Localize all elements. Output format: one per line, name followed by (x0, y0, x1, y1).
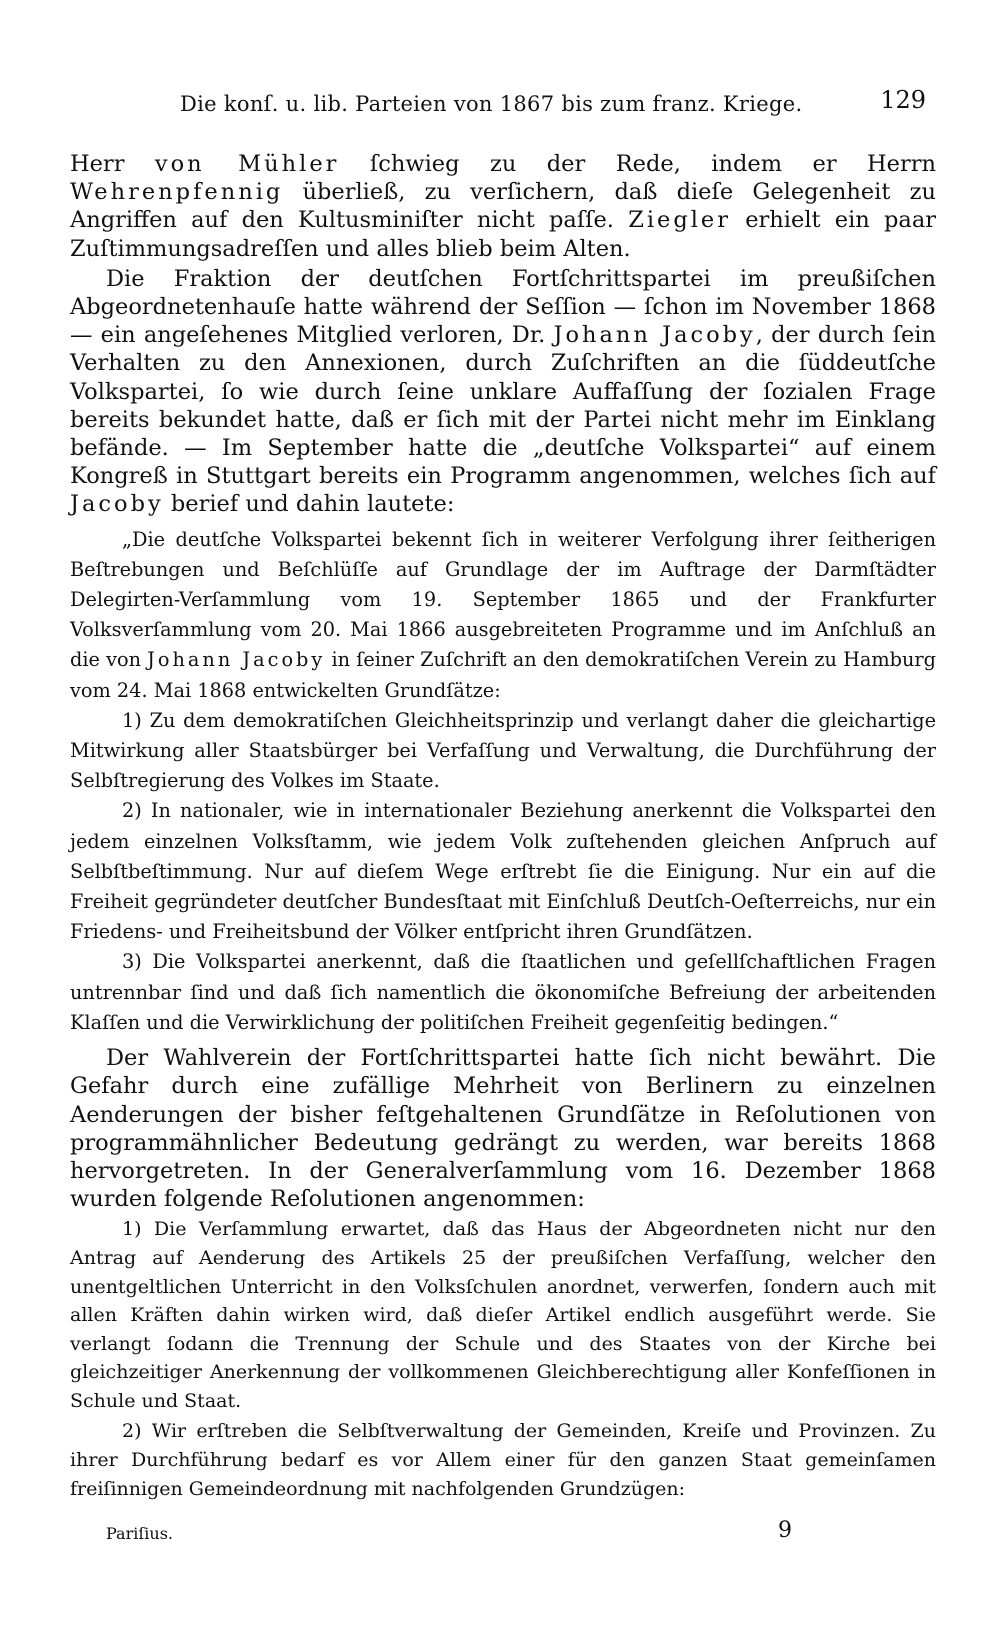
paragraph-1 (70, 150, 936, 263)
page-footer (70, 1518, 936, 1548)
text-run: , der durch ſein Verhalten zu den Annexionen, durch Zuſchriften an die ſüddeutſche Volkspartei, ſo wie durch ſeine unklare Auffaſſung der ſozialen Frage bereits bekundet hatte, daß er ſich mit der Partei nicht mehr im Einklang befände. — Im September hatte die „deutſche Volkspartei“ auf einem Kongreß in Stuttgart bereits ein Programm angenommen, welches ſich auf (70, 322, 936, 490)
paragraph-2 (70, 265, 936, 519)
name-spaced: von Mühler (154, 151, 340, 177)
name-spaced: Johann Jacoby (553, 322, 756, 349)
name-spaced: Jacoby (70, 491, 164, 518)
text-run: Die Fraktion der deutſchen Fortſchrittspartei im preußiſchen Abgeordnetenhauſe hatte während der Seſſion — ſchon im November 1868 — ein angeſehenes Mitglied verloren, Dr. (70, 265, 936, 349)
quote-point-2: 2) In nationaler, wie in internationaler Beziehung anerkennt die Volkspartei den jedem einzelnen Volksſtamm, wie jedem Volk zuſtehenden gleichen Anſpruch auf Selbſtbeſtimmung. Nur auf dieſem Wege erſtrebt ſie die Einigung. Nur ein auf die Freiheit gegründeter deutſcher Bundesſtaat mit Einſchluß Deutſch-Oeſterreichs, nur ein Friedens- und Freiheitsbund der Völker entſpricht ihren Grundſätzen. (70, 799, 936, 944)
text-run: überließ, zu verſichern, daß dieſe Gelegenheit zu Angriffen auf den Kultusminiſter nicht paſſe. (70, 179, 936, 234)
name-spaced: Ziegler (628, 207, 732, 234)
text-run: ſchwieg zu der Rede, indem er Herrn (339, 151, 936, 177)
printer-signature: Pariſius. (106, 1524, 173, 1543)
signature-number: 9 (778, 1518, 792, 1543)
quote-point-1: 1) Zu dem demokratiſchen Gleichheitsprinzip und verlangt daher die gleichartige Mitwirkung aller Staatsbürger bei Verfaſſung und Verwaltung, die Durchführung der Selbſtregierung des Volkes im Staate. (70, 708, 936, 793)
page-body (70, 150, 936, 1503)
resolution-2: 2) Wir erſtreben die Selbſtverwaltung der Gemeinden, Kreiſe und Provinzen. Zu ihrer Durchführung bedarf es vor Allem einer für den ganzen Staat gemeinſamen freiſinnigen Gemeindeordnung mit nachfolgenden Grundzügen: (70, 1420, 936, 1500)
quote-point-3: 3) Die Volkspartei anerkennt, daß die ſtaatlichen und geſellſchaftlichen Fragen untrennbar ſind und daß ſich namentlich die ökonomiſche Befreiung der arbeitenden Klaſſen und die Verwirklichung der politiſchen Freiheit gegenſeitig bedingen.“ (70, 950, 936, 1034)
text-run: Herr (70, 151, 155, 177)
name-spaced: Johann Jacoby (147, 648, 326, 672)
quote-intro (70, 525, 936, 706)
text-run: erhielt ein paar Zuſtimmungsadreſſen und alles blieb beim Alten. (70, 207, 936, 262)
name-spaced: Wehrenpfennig (70, 179, 284, 206)
text-run: berief und dahin lautete: (163, 491, 455, 518)
paragraph-3: Der Wahlverein der Fortſchrittspartei hatte ſich nicht bewährt. Die Gefahr durch eine zufällige Mehrheit von Berlinern zu einzelnen Aenderungen der bisher feſtgehaltenen Grundſätze in Reſolutionen von programmähnlicher Bedeutung gedrängt zu werden, war bereits 1868 hervorgetreten. In der Generalverſammlung vom 16. Dezember 1868 wurden folgende Reſolutionen angenommen: (70, 1045, 936, 1213)
text-run: in ſeiner Zuſchrift an den demokratiſchen Verein zu Hamburg vom 24. Mai 1868 entwickelten Grundſätze: (70, 648, 936, 702)
text-run: „Die deutſche Volkspartei bekennt ſich in weiterer Verfolgung ihrer ſeitherigen Beſtrebungen und Beſchlüſſe auf Grundlage der im Auftrage der Darmſtädter Delegirten-Verſammlung vom 19. September 1865 und der Frankfurter Volksverſammlung vom 20. Mai 1866 ausgebreiteten Programme und im Anſchluß an die von (70, 527, 936, 672)
resolution-1: 1) Die Verſammlung erwartet, daß das Haus der Abgeordneten nicht nur den Antrag auf Aenderung des Artikels 25 der preußiſchen Verfaſſung, welcher den unentgeltlichen Unterricht in den Volksſchulen anordnet, verwerfen, ſondern auch mit allen Kräften dahin wirken wird, daß dieſer Artikel endlich ausgeführt werde. Sie verlangt ſodann die Trennung der Schule und des Staates von der Kirche bei gleichzeitiger Anerkennung der vollkommenen Gleichberechtigung aller Konfeſſionen in Schule und Staat. (70, 1218, 936, 1412)
running-head (70, 86, 936, 126)
running-title: Die konſ. u. lib. Parteien von 1867 bis zum franz. Kriege. (180, 92, 803, 116)
page-number: 129 (880, 86, 926, 114)
